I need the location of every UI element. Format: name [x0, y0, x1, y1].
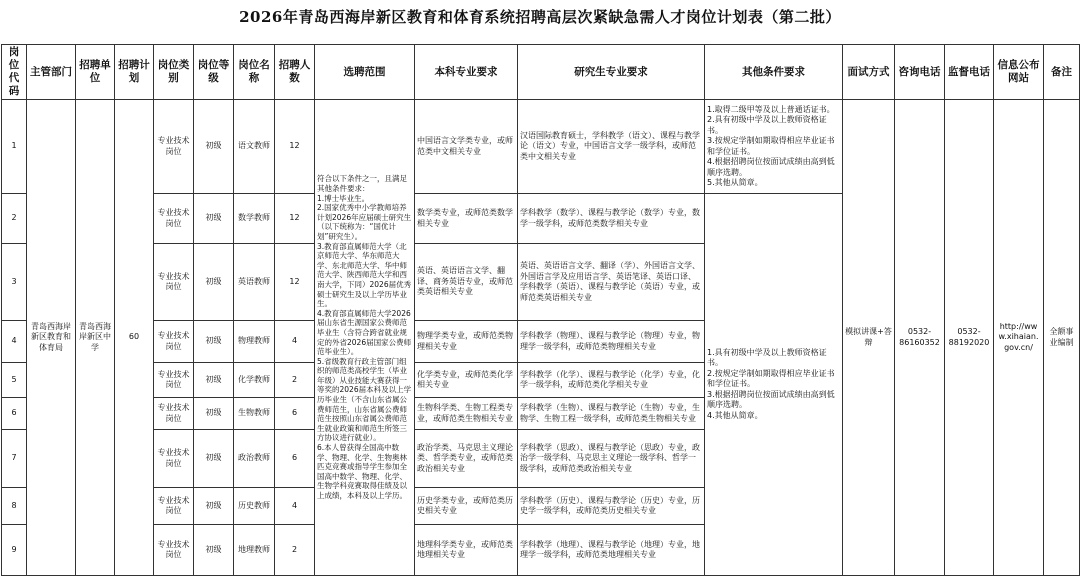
cell-post: 历史教师	[234, 488, 275, 525]
cell-category: 专业技术岗位	[154, 244, 194, 321]
recruitment-table	[1, 44, 1080, 576]
header-row	[2, 45, 1080, 100]
other-text-b: 1.具有初级中学及以上教师资格证书。 2.按规定学制如期取得相应毕业证书和学位证书。 3.根据招聘岗位按面试成绩由高到低顺序选聘。 4.其他从简章。	[707, 347, 835, 420]
cell-count: 2	[275, 525, 315, 576]
cell-post: 数学教师	[234, 194, 275, 244]
cell-monitor: 0532-88192020	[945, 100, 994, 576]
cell-grad: 学科教学（思政）、课程与教学论（思政）专业，政治学一级学科、马克思主义理论一级学科、哲学一级学科，或师范类政治相关专业	[518, 430, 705, 488]
cell-grad: 学科教学（历史）、课程与教学论（历史）专业，历史学一级学科，或师范类历史相关专业	[518, 488, 705, 525]
cell-note: 全额事业编制	[1044, 100, 1080, 576]
cell-count: 6	[275, 398, 315, 430]
cell-post: 生物教师	[234, 398, 275, 430]
header-code: 岗位代码	[2, 45, 27, 100]
cell-post: 物理教师	[234, 321, 275, 363]
cell-code: 3	[2, 244, 27, 321]
cell-other-rest	[705, 194, 843, 576]
cell-undergrad: 物理学类专业，或师范类物理相关专业	[415, 321, 518, 363]
cell-dept: 青岛西海岸新区教育和体育局	[27, 100, 76, 576]
cell-grad: 学科教学（数学）、课程与教学论（数学）专业，数学一级学科，或师范类数学相关专业	[518, 194, 705, 244]
cell-interview: 模拟讲课+答辩	[843, 100, 895, 576]
cell-category: 专业技术岗位	[154, 430, 194, 488]
header-other: 其他条件要求	[705, 45, 843, 100]
cell-grad: 汉语国际教育硕士，学科教学（语文）、课程与教学论（语文）专业，中国语言文学一级学科，或师范类中文相关专业	[518, 100, 705, 194]
cell-grad: 学科教学（化学）、课程与教学论（化学）专业，化学一级学科，或师范类化学相关专业	[518, 363, 705, 398]
header-plan: 招聘计划	[115, 45, 154, 100]
cell-grad: 学科教学（物理）、课程与教学论（物理）专业，物理学一级学科，或师范类物理相关专业	[518, 321, 705, 363]
header-phone: 咨询电话	[895, 45, 945, 100]
cell-category: 专业技术岗位	[154, 363, 194, 398]
header-unit: 招聘单位	[76, 45, 115, 100]
cell-web: http://www.xihaian.gov.cn/	[994, 100, 1044, 576]
cell-category: 专业技术岗位	[154, 194, 194, 244]
cell-count: 4	[275, 488, 315, 525]
header-count: 招聘人数	[275, 45, 315, 100]
cell-code: 7	[2, 430, 27, 488]
cell-post: 化学教师	[234, 363, 275, 398]
cell-count: 4	[275, 321, 315, 363]
cell-code: 1	[2, 100, 27, 194]
header-web: 信息公布网站	[994, 45, 1044, 100]
cell-post: 政治教师	[234, 430, 275, 488]
cell-undergrad: 历史学类专业，或师范类历史相关专业	[415, 488, 518, 525]
cell-grad: 英语、英语语言文学、翻译（学）、外国语言文学、外国语言学及应用语言学、英语笔译、英语口译、学科教学（英语）、课程与教学论（英语）专业，或师范类英语相关专业	[518, 244, 705, 321]
header-interview: 面试方式	[843, 45, 895, 100]
cell-count: 12	[275, 100, 315, 194]
cell-phone: 0532-86160352	[895, 100, 945, 576]
cell-grade: 初级	[194, 363, 234, 398]
cell-undergrad: 中国语言文学类专业，或师范类中文相关专业	[415, 100, 518, 194]
cell-undergrad: 生物科学类、生物工程类专业，或师范类生物相关专业	[415, 398, 518, 430]
cell-grade: 初级	[194, 488, 234, 525]
cell-grade: 初级	[194, 321, 234, 363]
cell-count: 2	[275, 363, 315, 398]
cell-code: 5	[2, 363, 27, 398]
header-dept: 主管部门	[27, 45, 76, 100]
table-row	[2, 100, 1080, 194]
cell-code: 4	[2, 321, 27, 363]
cell-code: 2	[2, 194, 27, 244]
cell-code: 9	[2, 525, 27, 576]
header-grade: 岗位等级	[194, 45, 234, 100]
cell-post: 地理教师	[234, 525, 275, 576]
cell-grade: 初级	[194, 194, 234, 244]
cell-category: 专业技术岗位	[154, 488, 194, 525]
cell-grade: 初级	[194, 525, 234, 576]
cell-undergrad: 数学类专业，或师范类数学相关专业	[415, 194, 518, 244]
header-note: 备注	[1044, 45, 1080, 100]
header-undergrad: 本科专业要求	[415, 45, 518, 100]
scope-text: 符合以下条件之一，且满足其他条件要求： 1.博士毕业生。 2.国家优秀中小学教师培养计划2026年应届硕士研究生（以下统称为：“国优计划”研究生）。 3.教育部直属师范大学（北京师范大学、华东师范大学、东北师范大学、华中师范大学、陕西师范大学和西南大学，下同）2026届优秀硕士研究生及以上学历毕业生。 4.教育部直属师范大学2026届山东省生源国家公费师范毕业生（含符合跨省就业规定的外省2026届国家公费师范毕业生）。 5.省级教育行政主管部门组织的师范类高校学生（毕业年级）从业技能大赛获得一等奖的2026届本科及以上学历毕业生（不含山东省属公费师范生，山东省属公费师范生按照山东省属公费师范生就业政策和师范生所签三方协议进行就业）。 6.本人曾获得全国高中数学、物理、化学、生物奥林匹克竞赛或指导学生参加全国高中数学、物理、化学、生物学科竞赛取得佳绩及以上成绩，本科及以上学历。	[317, 174, 412, 500]
cell-grad: 学科教学（地理）、课程与教学论（地理）专业，地理学一级学科，或师范类地理相关专业	[518, 525, 705, 576]
cell-undergrad: 政治学类、马克思主义理论类、哲学类专业，或师范类政治相关专业	[415, 430, 518, 488]
cell-grade: 初级	[194, 430, 234, 488]
cell-count: 12	[275, 244, 315, 321]
cell-grade: 初级	[194, 100, 234, 194]
header-monitor: 监督电话	[945, 45, 994, 100]
cell-undergrad: 地理科学类专业，或师范类地理相关专业	[415, 525, 518, 576]
table-body	[2, 100, 1080, 576]
cell-post: 英语教师	[234, 244, 275, 321]
cell-category: 专业技术岗位	[154, 100, 194, 194]
cell-grad: 学科教学（生物）、课程与教学论（生物）专业，生物学、生物工程一级学科，或师范类生物相关专业	[518, 398, 705, 430]
cell-scope	[315, 100, 415, 576]
header-scope: 选聘范围	[315, 45, 415, 100]
cell-plan: 60	[115, 100, 154, 576]
cell-category: 专业技术岗位	[154, 398, 194, 430]
cell-category: 专业技术岗位	[154, 321, 194, 363]
cell-code: 6	[2, 398, 27, 430]
header-category: 岗位类别	[154, 45, 194, 100]
cell-unit: 青岛西海岸新区中学	[76, 100, 115, 576]
cell-count: 12	[275, 194, 315, 244]
cell-code: 8	[2, 488, 27, 525]
cell-count: 6	[275, 430, 315, 488]
cell-post: 语文教师	[234, 100, 275, 194]
header-grad: 研究生专业要求	[518, 45, 705, 100]
cell-undergrad: 化学类专业，或师范类化学相关专业	[415, 363, 518, 398]
cell-grade: 初级	[194, 398, 234, 430]
other-text-a: 1.取得二级甲等及以上普通话证书。 2.具有初级中学及以上教师资格证书。 3.按规定学制如期取得相应毕业证书和学位证书。 4.根据招聘岗位按面试成绩由高到低顺序选聘。 5.其他从简章。	[707, 104, 835, 187]
cell-other-first	[705, 100, 843, 194]
header-post: 岗位名称	[234, 45, 275, 100]
page-title: 2026年青岛西海岸新区教育和体育系统招聘高层次紧缺急需人才岗位计划表（第二批）	[239, 8, 841, 26]
cell-category: 专业技术岗位	[154, 525, 194, 576]
cell-grade: 初级	[194, 244, 234, 321]
cell-undergrad: 英语、英语语言文学、翻译、商务英语专业，或师范类英语相关专业	[415, 244, 518, 321]
